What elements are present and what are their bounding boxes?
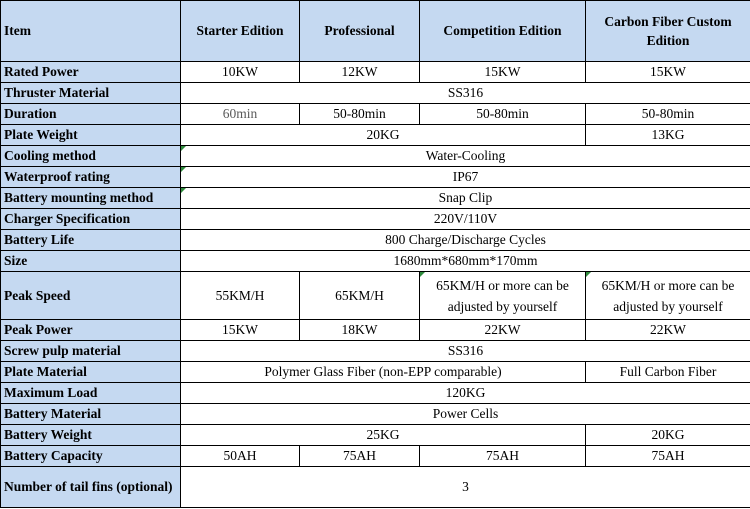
- cell-carbon: 15KW: [586, 62, 750, 83]
- table-row-rated-power: [1, 62, 750, 83]
- cell-starter: 50AH: [181, 446, 300, 467]
- cell-standard: 20KG: [181, 125, 586, 146]
- cell-carbon: Full Carbon Fiber: [586, 362, 750, 383]
- table-row-battery-capacity: [1, 446, 750, 467]
- cell-professional: 12KW: [300, 62, 420, 83]
- cell-professional: 65KM/H: [300, 272, 420, 320]
- row-label: Number of tail fins (optional): [1, 467, 181, 508]
- row-label: Size: [1, 251, 181, 272]
- row-label: Cooling method: [1, 146, 181, 167]
- table-row-screw-pulp-material: [1, 341, 750, 362]
- row-label: Thruster Material: [1, 83, 181, 104]
- table-row-battery-life: [1, 230, 750, 251]
- cell-competition: 50-80min: [420, 104, 586, 125]
- cell-all: 120KG: [181, 383, 750, 404]
- cell-carbon: 75AH: [586, 446, 750, 467]
- cell-standard: Polymer Glass Fiber (non-EPP comparable): [181, 362, 586, 383]
- cell-all: IP67: [181, 167, 750, 188]
- row-label: Battery mounting method: [1, 188, 181, 209]
- row-label: Plate Material: [1, 362, 181, 383]
- header-starter-edition: Starter Edition: [181, 1, 300, 62]
- row-label: Battery Capacity: [1, 446, 181, 467]
- cell-all: 3: [181, 467, 750, 508]
- cell-carbon: 65KM/H or more can be adjusted by yourself: [586, 272, 750, 320]
- cell-standard: 25KG: [181, 425, 586, 446]
- table-row-battery-material: [1, 404, 750, 425]
- cell-professional: 18KW: [300, 320, 420, 341]
- header-item: Item: [1, 1, 181, 62]
- row-label: Maximum Load: [1, 383, 181, 404]
- table-row-cooling-method: [1, 146, 750, 167]
- row-label: Peak Speed: [1, 272, 181, 320]
- header-carbon-fiber-custom-edition: Carbon Fiber Custom Edition: [586, 1, 750, 62]
- table-row-duration: [1, 104, 750, 125]
- row-label: Charger Specification: [1, 209, 181, 230]
- cell-all: SS316: [181, 83, 750, 104]
- row-label: Battery Material: [1, 404, 181, 425]
- cell-carbon: 50-80min: [586, 104, 750, 125]
- table-row-maximum-load: [1, 383, 750, 404]
- row-label: Plate Weight: [1, 125, 181, 146]
- table-row-peak-speed: [1, 272, 750, 320]
- header-competition-edition: Competition Edition: [420, 1, 586, 62]
- cell-competition: 75AH: [420, 446, 586, 467]
- cell-starter: 15KW: [181, 320, 300, 341]
- table-row-plate-material: [1, 362, 750, 383]
- table-row-waterproof-rating: [1, 167, 750, 188]
- cell-professional: 75AH: [300, 446, 420, 467]
- cell-professional: 50-80min: [300, 104, 420, 125]
- row-label: Rated Power: [1, 62, 181, 83]
- cell-all: Water-Cooling: [181, 146, 750, 167]
- table-row-battery-weight: [1, 425, 750, 446]
- header-row: [1, 1, 750, 62]
- cell-competition: 65KM/H or more can be adjusted by yourself: [420, 272, 586, 320]
- cell-all: 1680mm*680mm*170mm: [181, 251, 750, 272]
- cell-starter: 55KM/H: [181, 272, 300, 320]
- cell-carbon: 13KG: [586, 125, 750, 146]
- row-label: Battery Weight: [1, 425, 181, 446]
- row-label: Waterproof rating: [1, 167, 181, 188]
- header-professional: Professional: [300, 1, 420, 62]
- table-row-charger-specification: [1, 209, 750, 230]
- cell-starter: 60min: [181, 104, 300, 125]
- table-row-size: [1, 251, 750, 272]
- table-row-peak-power: [1, 320, 750, 341]
- row-label: Battery Life: [1, 230, 181, 251]
- cell-all: Power Cells: [181, 404, 750, 425]
- row-label: Duration: [1, 104, 181, 125]
- cell-all: Snap Clip: [181, 188, 750, 209]
- cell-competition: 15KW: [420, 62, 586, 83]
- cell-competition: 22KW: [420, 320, 586, 341]
- table-row-battery-mounting-method: [1, 188, 750, 209]
- cell-all: 220V/110V: [181, 209, 750, 230]
- table-row-thruster-material: [1, 83, 750, 104]
- cell-all: SS316: [181, 341, 750, 362]
- cell-carbon: 20KG: [586, 425, 750, 446]
- cell-starter: 10KW: [181, 62, 300, 83]
- row-label: Screw pulp material: [1, 341, 181, 362]
- table-row-plate-weight: [1, 125, 750, 146]
- cell-carbon: 22KW: [586, 320, 750, 341]
- cell-all: 800 Charge/Discharge Cycles: [181, 230, 750, 251]
- table-row-tail-fins: [1, 467, 750, 508]
- row-label: Peak Power: [1, 320, 181, 341]
